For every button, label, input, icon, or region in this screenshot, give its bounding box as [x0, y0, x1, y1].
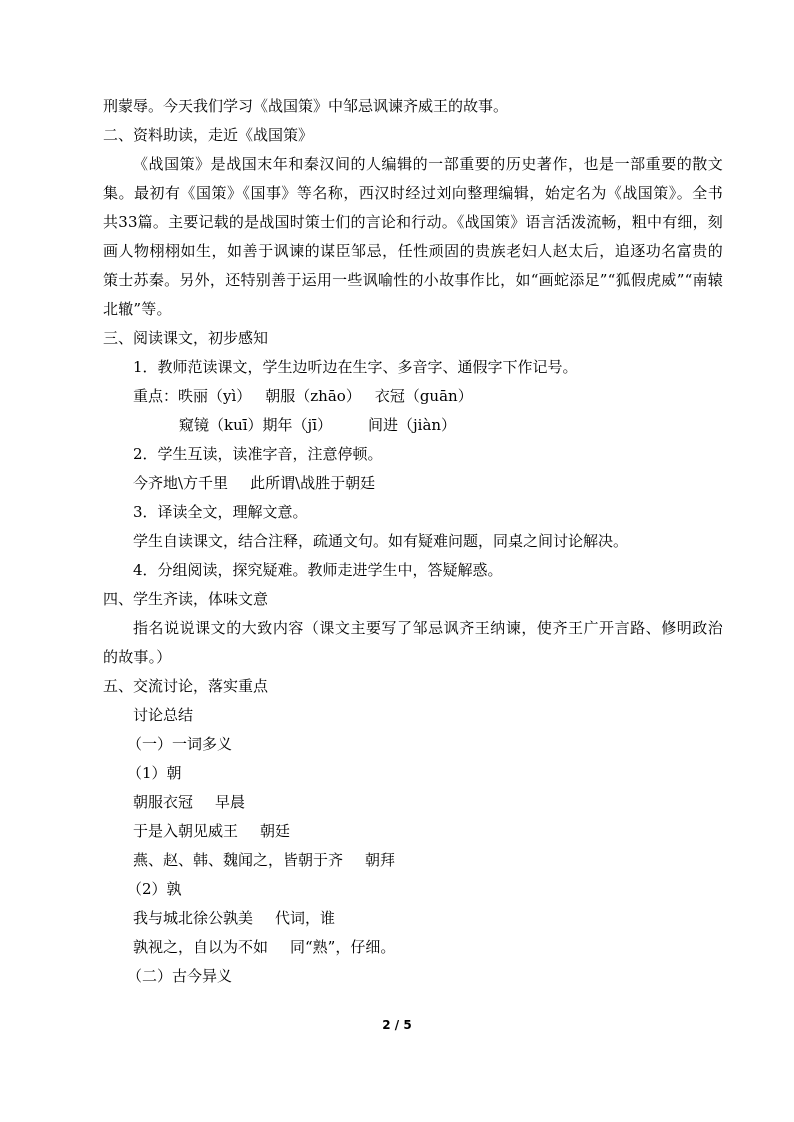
text-line: 1．教师范读课文，学生边听边在生字、多音字、通假字下作记号。 — [133, 358, 578, 376]
pronunciation-item: 间进（jiàn） — [368, 416, 457, 434]
page-number: 2 / 5 — [382, 1018, 412, 1032]
definition: 朝拜 — [365, 851, 396, 869]
text-line: 学生自读课文，结合注释，疏通文句。如有疑难问题，同桌之间讨论解决。 — [133, 532, 629, 550]
definition: 朝廷 — [260, 822, 291, 840]
pronunciation-line — [103, 411, 723, 440]
example-phrase: 我与城北徐公孰美 — [133, 909, 254, 927]
subheading: （二）古今异义 — [127, 967, 233, 985]
text-line: 讨论总结 — [133, 706, 194, 724]
subheading: （2）孰 — [127, 880, 182, 898]
section-heading: 三、阅读课文，初步感知 — [103, 329, 269, 347]
paragraph-zhanguoce: 《战国策》是战国末年和秦汉间的人编辑的一部重要的历史著作，也是一部重要的散文集。最初有《国策》《国事》等名称，西汉时经过刘向整理编辑，始定名为《战国策》。全书共33篇。主要记载的是战国时策士们的言论和行动。《战国策》语言活泼流畅，粗中有细，刻画人物栩栩如生，如善于讽谏的谋臣邹忌，任性顽固的贵族老妇人赵太后，追逐功名富贵的策士苏秦。另外，还特别善于运用一些讽喻性的小故事作比，如“画蛇添足”“狐假虎威”“南辕北辙”等。 — [103, 155, 723, 318]
pronunciation-item: 重点：昳丽（yì） — [133, 387, 252, 405]
section-heading: 二、资料助读，走近《战国策》 — [103, 126, 314, 144]
pause-example-line — [103, 469, 723, 498]
definition-line — [103, 904, 723, 933]
document-body — [103, 92, 723, 991]
pause-example: 今齐地\方千里 — [133, 474, 229, 492]
pronunciation-line — [103, 382, 723, 411]
example-phrase: 于是入朝见威王 — [133, 822, 239, 840]
text-line: 2．学生互读，读准字音，注意停顿。 — [133, 445, 383, 463]
subheading: （一）一词多义 — [127, 735, 233, 753]
example-phrase: 孰视之，自以为不如 — [133, 938, 269, 956]
pronunciation-item: 朝服（zhāo） — [265, 387, 361, 405]
example-phrase: 燕、赵、韩、魏闻之，皆朝于齐 — [133, 851, 344, 869]
pause-example: 此所谓\战胜于朝廷 — [250, 474, 376, 492]
definition-line — [103, 817, 723, 846]
definition-line — [103, 788, 723, 817]
section-heading: 五、交流讨论，落实重点 — [103, 677, 269, 695]
text-line: 4．分组阅读，探究疑难。教师走进学生中，答疑解惑。 — [133, 561, 503, 579]
example-phrase: 朝服衣冠 — [133, 793, 194, 811]
text-line: 3．译读全文，理解文意。 — [133, 503, 308, 521]
definition: 代词，谁 — [275, 909, 336, 927]
pronunciation-item: 窥镜（kuī）期年（jī） — [179, 416, 332, 434]
paragraph-summary: 指名说说课文的大致内容（课文主要写了邹忌讽齐王纳谏，使齐王广开言路、修明政治的故事。） — [103, 619, 723, 666]
definition-line — [103, 933, 723, 962]
subheading: （1）朝 — [127, 764, 182, 782]
definition: 早晨 — [215, 793, 246, 811]
definition-line — [103, 846, 723, 875]
definition: 同“熟”，仔细。 — [290, 938, 396, 956]
section-heading: 四、学生齐读，体味文意 — [103, 590, 269, 608]
pronunciation-item: 衣冠（guān） — [374, 387, 473, 405]
text-line: 刑蒙辱。今天我们学习《战国策》中邹忌讽谏齐威王的故事。 — [103, 97, 509, 115]
